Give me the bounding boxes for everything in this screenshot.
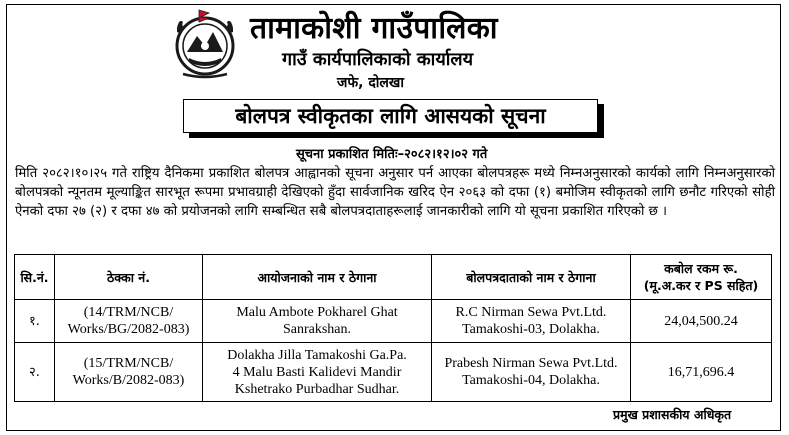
municipality-title: तामाकोशी गाउँपालिका — [250, 11, 498, 46]
header-amount — [631, 255, 772, 300]
notice-title: बोलपत्र स्वीकृतका लागि आसयको सूचना — [183, 99, 598, 133]
project-line: Dolakha Jilla Tamakoshi Ga.Pa. — [227, 347, 407, 363]
bid-table — [14, 254, 772, 402]
bidder-line: R.C Nirman Sewa Pvt.Ltd. — [455, 305, 607, 320]
contract-line: (15/TRM/NCB/ — [83, 356, 174, 371]
header-contract: ठेक्का नं. — [55, 255, 203, 300]
row-contract — [55, 300, 203, 343]
notice-body: मिति २०८२।१०।२५ गते राष्ट्रिय दैनिकमा प्रकाशित बोलपत्र आह्वानको सूचना अनुसार पर्न आएका बोलपत्रहरू मध्ये निम्नअनुसारको कार्यको लागि निम्नअनुसारको बोलपत्रको न्यूनतम मूल्याङ्कित सारभूत रूपमा प्रभावग्राही देखिएको हुँदा सार्वजानिक खरिद ऐन २०६३ को दफा (१) बमोजिम स्वीकृतको लागि छनौट गरिएको सोही ऐनको दफा २७ (२) र दफा ४७ को प्रयोजनको लागि सम्बन्धित सबै बोलपत्रदाताहरूलाई जानकारीको लागि यो सूचना प्रकाशित गरिएको छ । — [15, 166, 775, 220]
project-line: 4 Malu Basti Kalidevi Mandir — [232, 364, 402, 380]
row-contract — [55, 343, 203, 402]
bidder-line: Tamakoshi-04, Dolakha. — [462, 373, 600, 388]
row-amount: 16,71,696.4 — [631, 343, 772, 402]
row-bidder — [432, 300, 631, 343]
table-row — [15, 300, 772, 343]
bidder-line: Tamakoshi-03, Dolakha. — [462, 322, 600, 337]
table-header-row — [15, 255, 772, 300]
project-line: Sanrakshan. — [282, 322, 352, 337]
office-subtitle: गाउँ कार्यपालिकाको कार्यालय — [282, 49, 474, 70]
header-bidder: बोलपत्रदाताको नाम र ठेगाना — [432, 255, 631, 300]
notice-title-banner — [183, 99, 598, 133]
contract-line: Works/B/2082-083) — [72, 373, 185, 388]
bidder-line: Prabesh Nirman Sewa Pvt.Ltd. — [444, 356, 618, 371]
header-amount-line2: (मू.अ.कर र PS सहित) — [643, 278, 759, 293]
header-project: आयोजनाको नाम र ठेगाना — [203, 255, 432, 300]
row-bidder — [432, 343, 631, 402]
row-sn: १. — [15, 300, 55, 343]
table-row — [15, 343, 772, 402]
project-line: Kshetrako Purbadhar Sudhar. — [234, 381, 400, 397]
row-amount: 24,04,500.24 — [631, 300, 772, 343]
row-sn: २. — [15, 343, 55, 402]
nepal-emblem-icon — [169, 8, 241, 80]
header-amount-line1: कबोल रकम रू. — [664, 261, 738, 276]
signatory-title: प्रमुख प्रशासकीय अधिकृत — [613, 407, 732, 422]
contract-line: (14/TRM/NCB/ — [83, 305, 174, 320]
contract-line: Works/BG/2082-083) — [67, 322, 190, 337]
project-line: Malu Ambote Pokharel Ghat — [236, 305, 398, 320]
header-sn: सि.नं. — [15, 255, 55, 300]
row-project — [203, 343, 432, 402]
row-project — [203, 300, 432, 343]
office-address: जफे, दोलखा — [337, 75, 405, 91]
published-date: सूचना प्रकाशित मितिः–२०८२।१२।०२ गते — [296, 147, 488, 162]
